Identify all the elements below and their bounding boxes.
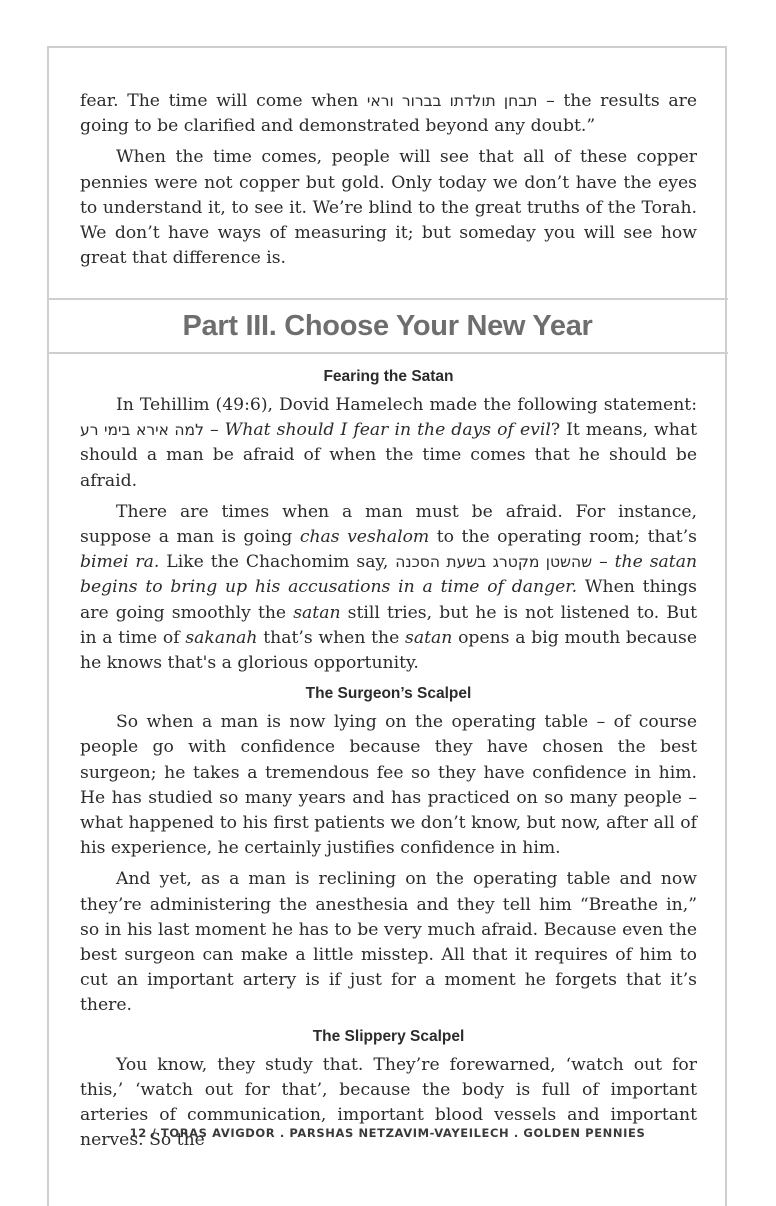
main-section [80, 365, 697, 1159]
section-heading: The Slippery Scalpel [312, 1027, 465, 1045]
paragraph: In Tehillim (49:6), Dovid Hamelech made the following statement: למה אירא בימי רע – What should I fear in the days of evil? It means, what should a man be afraid of when the time comes that he should be afraid. [80, 395, 697, 491]
page-footer: 12 / TORAS AVIGDOR . PARSHAS NETZAVIM-VAYEILECH . GOLDEN PENNIES [129, 1126, 646, 1140]
paragraph: So when a man is now lying on the operating table – of course people go with confidence because they have chosen the best surgeon; he takes a tremendous fee so they have confidence in him. He has studied so many years and has practiced on so many people – what happened to his first patients we don’t know, but now, after all of his experience, he certainly justifies confidence in him. [80, 712, 697, 859]
hebrew-quote: שהשטן מקטרג בשעת הסכנה [395, 553, 593, 572]
hebrew-quote: למה אירא בימי רע [80, 421, 204, 440]
section-heading: The Surgeon’s Scalpel [305, 685, 472, 703]
hebrew-quote: תבחן תולדתו בברור וראי [366, 92, 538, 110]
paragraph: There are times when a man must be afraid. For instance, suppose a man is going chas veshalom to the operating room; that’s bimei ra. Like the Chachomim say, שהשטן מקטרג בשעת הסכנה – the satan begins to bring up his accusations in a time of danger. When things are going smoothly the satan still tries, but he is not listened to. But in a time of sakanah that’s when the satan opens a big mouth because he knows that's a glorious opportunity. [80, 501, 698, 674]
paragraph: And yet, as a man is reclining on the operating table and now they’re administering the anesthesia and they tell him “Breathe in,” so in his last moment he has to be very much afraid. Because even the best surgeon can make a little misstep. All that it requires of him to cut an important artery is if just for a moment he forgets that it’s there. [80, 869, 697, 1016]
paragraph: When the time comes, people will see that all of these copper pennies were not copper but gold. Only today we don’t have the eyes to understand it, to see it. We’re blind to the great truths of the Torah. We don’t have ways of measuring it; but someday you will see how great that difference is. [80, 147, 697, 269]
part-title: Part III. Choose Your New Year [182, 309, 593, 342]
paragraph: You know, they study that. They’re forewarned, ‘watch out for this,’ ‘watch out for that’, because the body is full of important arteries of communication, important blood vessels and important nerves. So the [80, 1054, 697, 1151]
paragraph: fear. The time will come when תבחן תולדתו בברור וראי – the results are going to be clarified and demonstrated beyond any doubt.” [80, 91, 697, 137]
section-heading: Fearing the Satan [323, 368, 454, 385]
top-section [80, 89, 697, 277]
divider-bottom [47, 352, 728, 354]
